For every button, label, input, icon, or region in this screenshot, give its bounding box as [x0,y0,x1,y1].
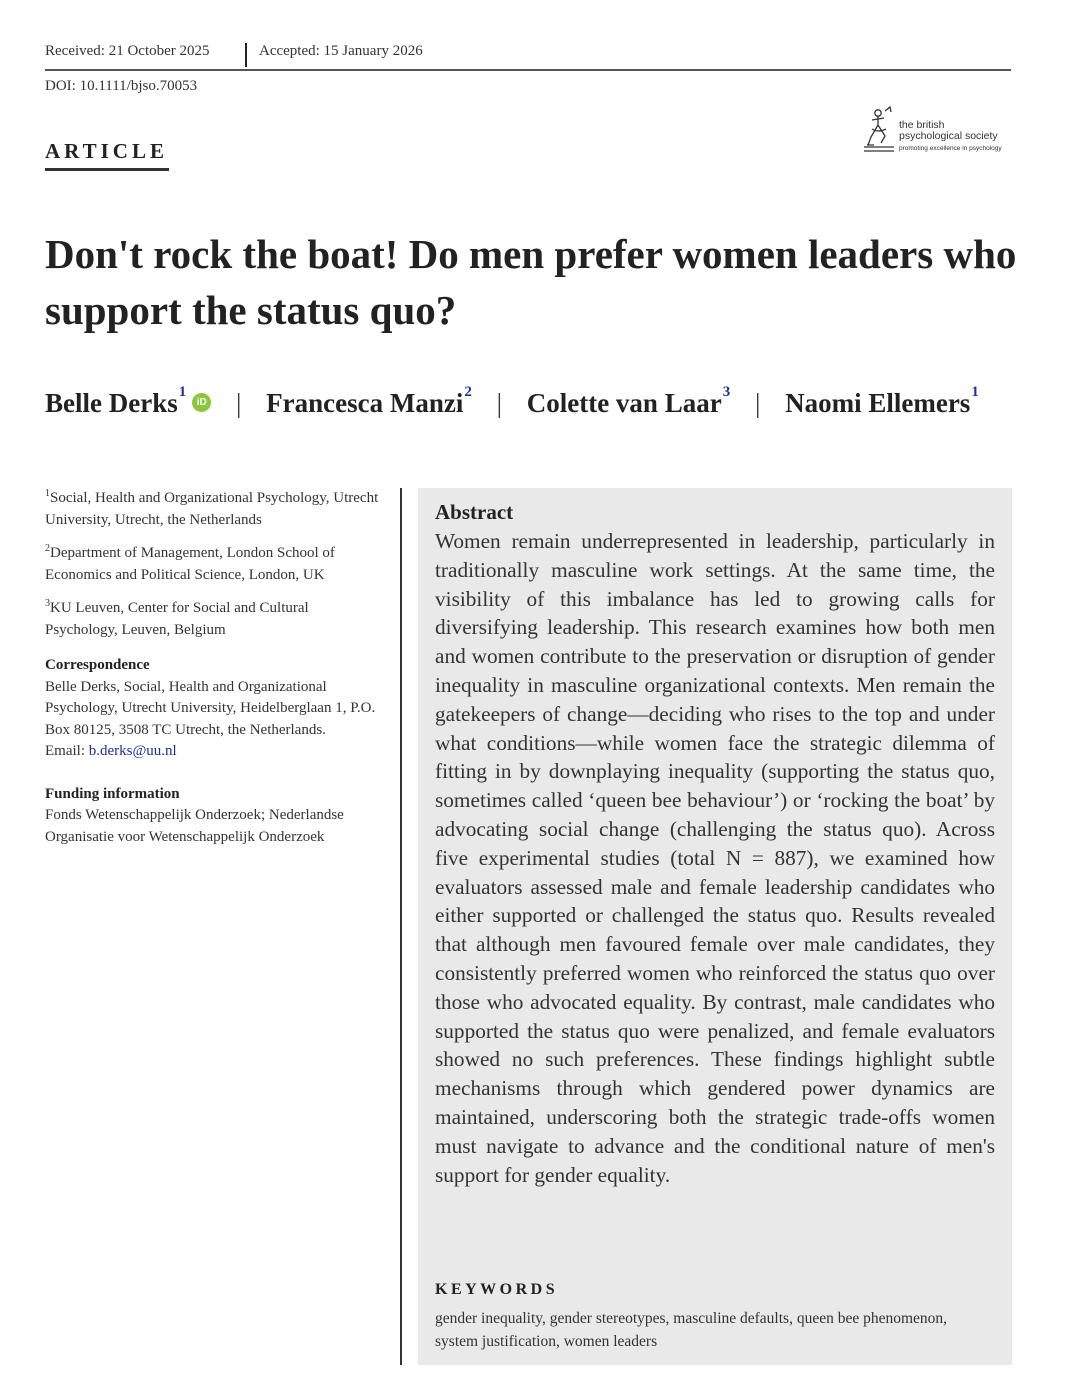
funding-text: Fonds Wetenschappelijk Onderzoek; Nederlandse Organisatie voor Wetenschappelijk Onderzoek [45,807,344,845]
affiliation [45,538,385,586]
author-separator: | [754,388,761,418]
logo-line1: the british [899,119,945,131]
received-date: Received: 21 October 2025 [45,43,210,59]
article-info-column [45,483,385,848]
author-name[interactable]: Naomi Ellemers [785,388,971,418]
accepted-date [245,43,423,67]
email-label: Email: [45,743,89,759]
abstract-heading: Abstract [435,500,514,524]
header-rule [45,69,1011,71]
affiliation-text: Department of Management, London School of Economics and Political Science, London, UK [45,545,335,583]
publisher-logo-text [899,120,1002,154]
author-affiliation-sup: 1 [178,384,187,400]
author-name[interactable]: Belle Derks [45,388,178,418]
affiliation-text: Social, Health and Organizational Psychology, Utrecht University, Utrecht, the Netherlands [45,490,379,528]
author-affiliation-sup: 3 [722,384,731,400]
author-name[interactable]: Colette van Laar [526,388,722,418]
orcid-icon[interactable]: iD [192,393,211,412]
correspondence-text: Belle Derks, Social, Health and Organizational Psychology, Utrecht University, Heidelberglaan 1, P.O. Box 80125, 3508 TC Utrecht, the Netherlands. [45,678,376,738]
correspondence-heading: Correspondence [45,657,150,673]
column-divider [400,488,402,1365]
article-label-underline [45,168,169,171]
author-affiliation-sup: 2 [464,384,472,400]
article-title: Don't rock the boat! Do men prefer women leaders who support the status quo? [45,231,1017,333]
keywords-text: gender inequality, gender stereotypes, masculine defaults, queen bee phenomenon, system justification, women leaders [435,1310,948,1350]
keywords-heading: KEYWORDS [435,1281,559,1298]
logo-line2: psychological society [899,130,998,142]
author-separator: | [496,388,502,418]
author-affiliation-sup: 1 [971,384,979,400]
affiliation-sup: 1 [45,488,50,499]
affiliation-sup: 3 [45,598,50,609]
affiliation [45,483,385,531]
author-name[interactable]: Francesca Manzi [266,388,464,418]
logo-tagline: promoting excellence in psychology [899,145,1002,152]
author-list [45,384,979,419]
abstract-box [418,488,1012,1365]
affiliation [45,593,385,641]
author-separator: | [235,388,242,418]
affiliation-sup: 2 [45,543,50,554]
article-type-label: ARTICLE [45,139,168,163]
funding-heading: Funding information [45,785,180,802]
correspondence-email [45,741,385,763]
abstract-text: Women remain underrepresented in leadership, particularly in traditionally masculine work settings. At the same time, the visibility of this imbalance has led to growing calls for diversifying leadership. This research examines how both men and women contribute to the preservation or disruption of gender inequality in masculine organizational contexts. Men remain the gatekeepers of change—deciding who rises to the top and under what conditions—while women face the strategic dilemma of fitting in by downplaying inequality (supporting the status quo, sometimes called ‘queen bee behaviour’) or ‘rocking the boat’ by advocating social change (challenging the status quo). Across five experimental studies (total N = 887), we examined how evaluators assessed male and female leadership candidates who either supported or challenged the status quo. Results revealed that although men favoured female over male candidates, they consistently preferred women who reinforced the status quo over those who advocated equality. By contrast, male candidates who supported the status quo were penalized, and female evaluators showed no such preferences. These findings highlight subtle mechanisms through which gendered power dynamics are maintained, underscoring both the strategic trade-offs women must navigate to advance and the conditional nature of men's support for gender equality. [435,529,995,1187]
doi[interactable]: DOI: 10.1111/bjso.70053 [45,78,198,94]
email-link[interactable]: b.derks@uu.nl [88,743,177,759]
accepted-date-text: Accepted: 15 January 2026 [259,43,423,59]
affiliation-text: KU Leuven, Center for Social and Cultural Psychology, Leuven, Belgium [45,600,309,638]
